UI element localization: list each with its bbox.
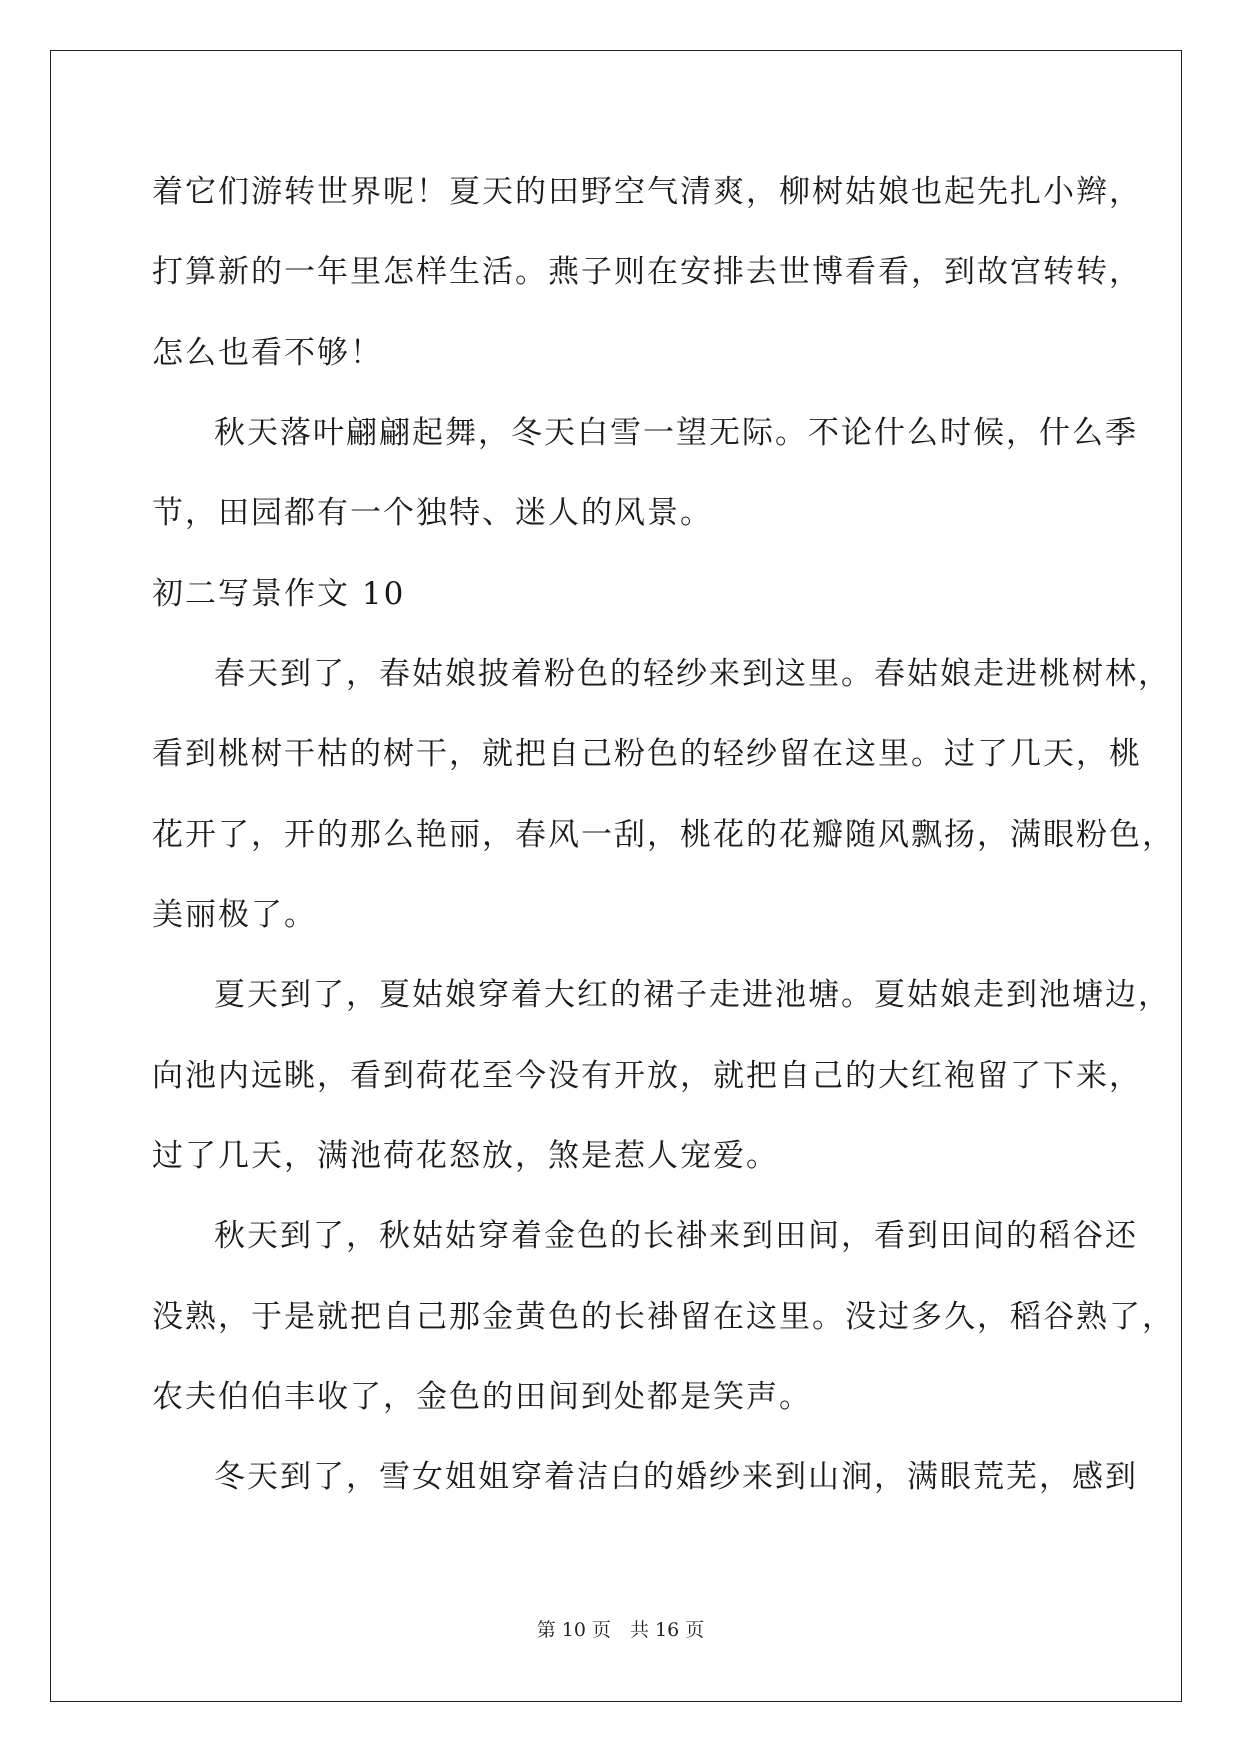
text-line-14: 秋天到了，秋姑姑穿着金色的长褂来到田间，看到田间的稻谷还 [214, 1218, 1138, 1254]
text-line-10: 美丽极了。 [152, 897, 317, 933]
text-line-5: 节，田园都有一个独特、迷人的风景。 [152, 495, 713, 531]
text-line-12: 向池内远眺，看到荷花至今没有开放，就把自己的大红袍留了下来， [152, 1058, 1142, 1094]
text-line-16: 农夫伯伯丰收了，金色的田间到处都是笑声。 [152, 1379, 812, 1415]
text-line-15: 没熟，于是就把自己那金黄色的长褂留在这里。没过多久，稻谷熟了， [152, 1299, 1175, 1335]
text-line-1: 着它们游转世界呢！夏天的田野空气清爽，柳树姑娘也起先扎小辫， [152, 174, 1142, 210]
text-line-4: 秋天落叶翩翩起舞，冬天白雪一望无际。不论什么时候，什么季 [214, 415, 1138, 451]
text-line-2: 打算新的一年里怎样生活。燕子则在安排去世博看看，到故宫转转， [152, 254, 1142, 290]
text-line-17: 冬天到了，雪女姐姐穿着洁白的婚纱来到山涧，满眼荒芜，感到 [214, 1459, 1138, 1495]
text-line-9: 花开了，开的那么艳丽，春风一刮，桃花的花瓣随风飘扬，满眼粉色， [152, 817, 1175, 853]
page-border [50, 50, 1182, 1702]
text-line-7: 春天到了，春姑娘披着粉色的轻纱来到这里。春姑娘走进桃树林， [214, 656, 1171, 692]
text-line-3: 怎么也看不够！ [152, 335, 383, 371]
text-line-13: 过了几天，满池荷花怒放，煞是惹人宠爱。 [152, 1138, 779, 1174]
text-line-11: 夏天到了，夏姑娘穿着大红的裙子走进池塘。夏姑娘走到池塘边， [214, 977, 1171, 1013]
page-number-footer: 第 10 页 共 16 页 [536, 1619, 705, 1641]
section-heading: 初二写景作文 10 [152, 576, 406, 612]
text-line-8: 看到桃树干枯的树干，就把自己粉色的轻纱留在这里。过了几天，桃 [152, 736, 1142, 772]
